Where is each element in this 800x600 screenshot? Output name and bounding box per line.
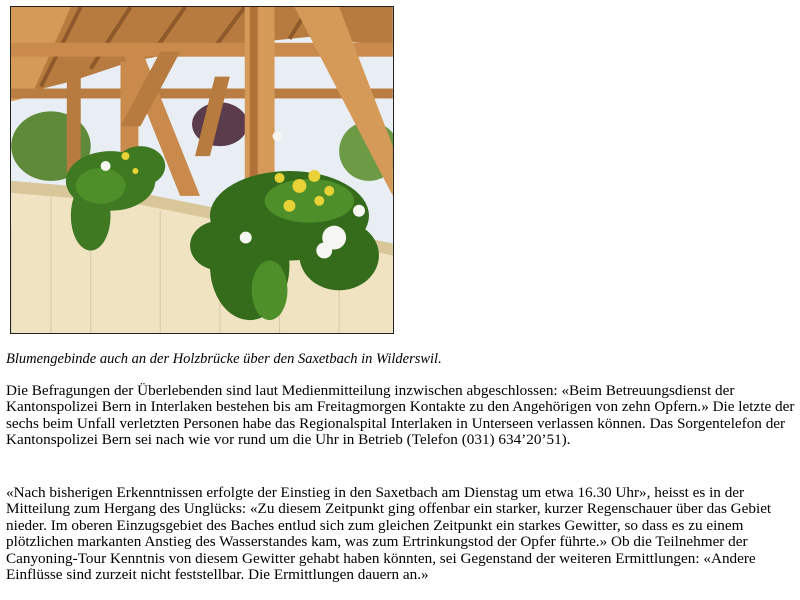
article-paragraph: «Nach bisherigen Erkenntnissen erfolgte der Einstieg in den Saxetbach am Dienstag um etwa 16.30 Uhr», heisst es in der Mitteilung zum Hergang des Unglücks: «Zu diesem Zeitpunkt ging offenbar ein starker, kurzer Regenschauer über das Gebiet nieder. Im oberen Einzugsgebiet des Baches entlud sich zum gleichen Zeitpunkt ein starkes Gewitter, so dass es zu einem plötzlichen markanten Anstieg des Wasserstandes kam, was zum Ertrinkungstod der Opfer führte.» Ob die Teilnehmer der Canyoning-Tour Kenntnis von diesem Gewitter gehabt haben könnten, sei Gegenstand der weiteren Ermittlungen: «Andere Einflüsse sind zurzeit nicht feststellbar. Die Ermittlungen dauern an.»: [6, 484, 772, 584]
bridge-illustration: [11, 7, 393, 333]
photo-caption: Blumengebinde auch an der Holzbrücke über den Saxetbach in Wilderswil.: [6, 351, 442, 367]
article-paragraph: Die Befragungen der Überlebenden sind laut Medienmitteilung inzwischen abgeschlossen: «Beim Betreuungsdienst der Kantonspolizei Bern in Interlaken bestehen bis am Freitagmorgen Kontakte zu den Angehörigen von zehn Opfern.» Die letzte der sechs beim Unfall verletzten Personen habe das Regionalspital Interlaken in Unterseen verlassen können. Das Sorgentelefon der Kantonspolizei Bern sei nach wie vor rund um die Uhr in Betrieb (Telefon (031) 634’20’51).: [6, 382, 795, 449]
flower-bridge-photo: [10, 6, 394, 334]
